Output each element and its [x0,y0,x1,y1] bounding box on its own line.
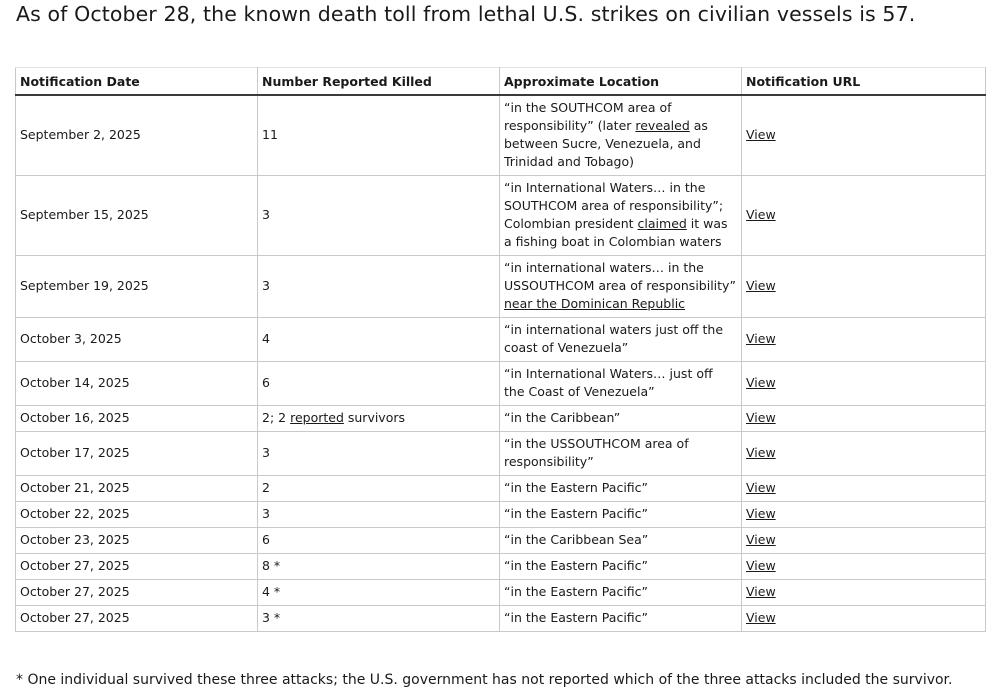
cell-location: “in the Eastern Pacific” [500,475,742,501]
killed-text: 2; 2 [262,410,291,425]
cell-location [500,175,742,255]
table-row [16,361,986,405]
table-row [16,605,986,631]
cell-location [500,95,742,175]
cell-killed: 3 [258,501,500,527]
cell-date: October 16, 2025 [16,405,258,431]
header-number-killed: Number Reported Killed [258,68,500,96]
view-link[interactable]: View [746,506,776,521]
cell-killed: 3 [258,255,500,317]
location-text: “in international waters… in the USSOUTHCOM area of responsibility” [504,260,736,293]
header-approximate-location: Approximate Location [500,68,742,96]
table-row [16,475,986,501]
cell-url [742,527,986,553]
cell-killed: 6 [258,361,500,405]
view-link[interactable]: View [746,584,776,599]
cell-killed: 3 * [258,605,500,631]
cell-url [742,431,986,475]
cell-url [742,95,986,175]
view-link[interactable]: View [746,278,776,293]
cell-date: September 19, 2025 [16,255,258,317]
table-row [16,579,986,605]
table-row [16,405,986,431]
table-row [16,553,986,579]
cell-url [742,553,986,579]
table-header-row [16,68,986,96]
view-link[interactable]: View [746,610,776,625]
cell-killed: 4 * [258,579,500,605]
table-row [16,431,986,475]
cell-url [742,255,986,317]
view-link[interactable]: View [746,207,776,222]
cell-date: October 27, 2025 [16,553,258,579]
dominican-republic-link[interactable]: near the Dominican Republic [504,296,686,311]
revealed-link[interactable]: revealed [635,118,690,134]
cell-killed: 11 [258,95,500,175]
cell-killed: 4 [258,317,500,361]
cell-date: October 17, 2025 [16,431,258,475]
cell-url [742,317,986,361]
cell-killed [258,405,500,431]
cell-url [742,579,986,605]
cell-date: October 14, 2025 [16,361,258,405]
cell-location [500,255,742,317]
cell-url [742,361,986,405]
cell-location: “in the Eastern Pacific” [500,605,742,631]
cell-date: October 27, 2025 [16,579,258,605]
cell-location: “in the USSOUTHCOM area of responsibility” [500,431,742,475]
cell-killed: 8 * [258,553,500,579]
view-link[interactable]: View [746,480,776,495]
cell-url [742,605,986,631]
table-row [16,317,986,361]
cell-date: October 3, 2025 [16,317,258,361]
cell-location: “in the Caribbean” [500,405,742,431]
cell-url [742,175,986,255]
header-notification-url: Notification URL [742,68,986,96]
view-link[interactable]: View [746,532,776,547]
view-link[interactable]: View [746,331,776,346]
cell-url [742,501,986,527]
strikes-table [15,67,986,632]
cell-location: “in the Eastern Pacific” [500,501,742,527]
cell-date: October 22, 2025 [16,501,258,527]
view-link[interactable]: View [746,127,776,143]
page-headline: As of October 28, the known death toll from lethal U.S. strikes on civilian vessels is 57. [16,2,916,26]
header-notification-date: Notification Date [16,68,258,96]
cell-location: “in international waters just off the coast of Venezuela” [500,317,742,361]
cell-date: October 21, 2025 [16,475,258,501]
view-link[interactable]: View [746,558,776,573]
cell-location: “in International Waters… just off the Coast of Venezuela” [500,361,742,405]
cell-date: September 15, 2025 [16,175,258,255]
cell-url [742,475,986,501]
table-row [16,175,986,255]
cell-date: October 23, 2025 [16,527,258,553]
location-text: it was a fishing boat in Colombian waters [504,216,728,249]
table-row [16,527,986,553]
cell-killed: 6 [258,527,500,553]
cell-url [742,405,986,431]
cell-location: “in the Eastern Pacific” [500,579,742,605]
footnote: * One individual survived these three attacks; the U.S. government has not reported which of the three attacks included the survivor. [16,672,953,688]
reported-link[interactable]: reported [290,410,344,425]
cell-location: “in the Eastern Pacific” [500,553,742,579]
cell-date: October 27, 2025 [16,605,258,631]
cell-killed: 3 [258,431,500,475]
view-link[interactable]: View [746,410,776,425]
table-row [16,501,986,527]
view-link[interactable]: View [746,375,776,390]
location-text: “in International Waters… in the SOUTHCOM area of responsibility”; Colombian president [504,180,724,231]
table-row [16,95,986,175]
claimed-link[interactable]: claimed [637,216,687,231]
location-text: as between Sucre, Venezuela, and Trinidad and Tobago) [504,118,708,170]
view-link[interactable]: View [746,445,776,460]
killed-text: survivors [343,410,406,425]
cell-location: “in the Caribbean Sea” [500,527,742,553]
cell-killed: 3 [258,175,500,255]
cell-date: September 2, 2025 [16,95,258,175]
location-text: “in the SOUTHCOM area of responsibility” (later [504,100,672,134]
table-row [16,255,986,317]
cell-killed: 2 [258,475,500,501]
